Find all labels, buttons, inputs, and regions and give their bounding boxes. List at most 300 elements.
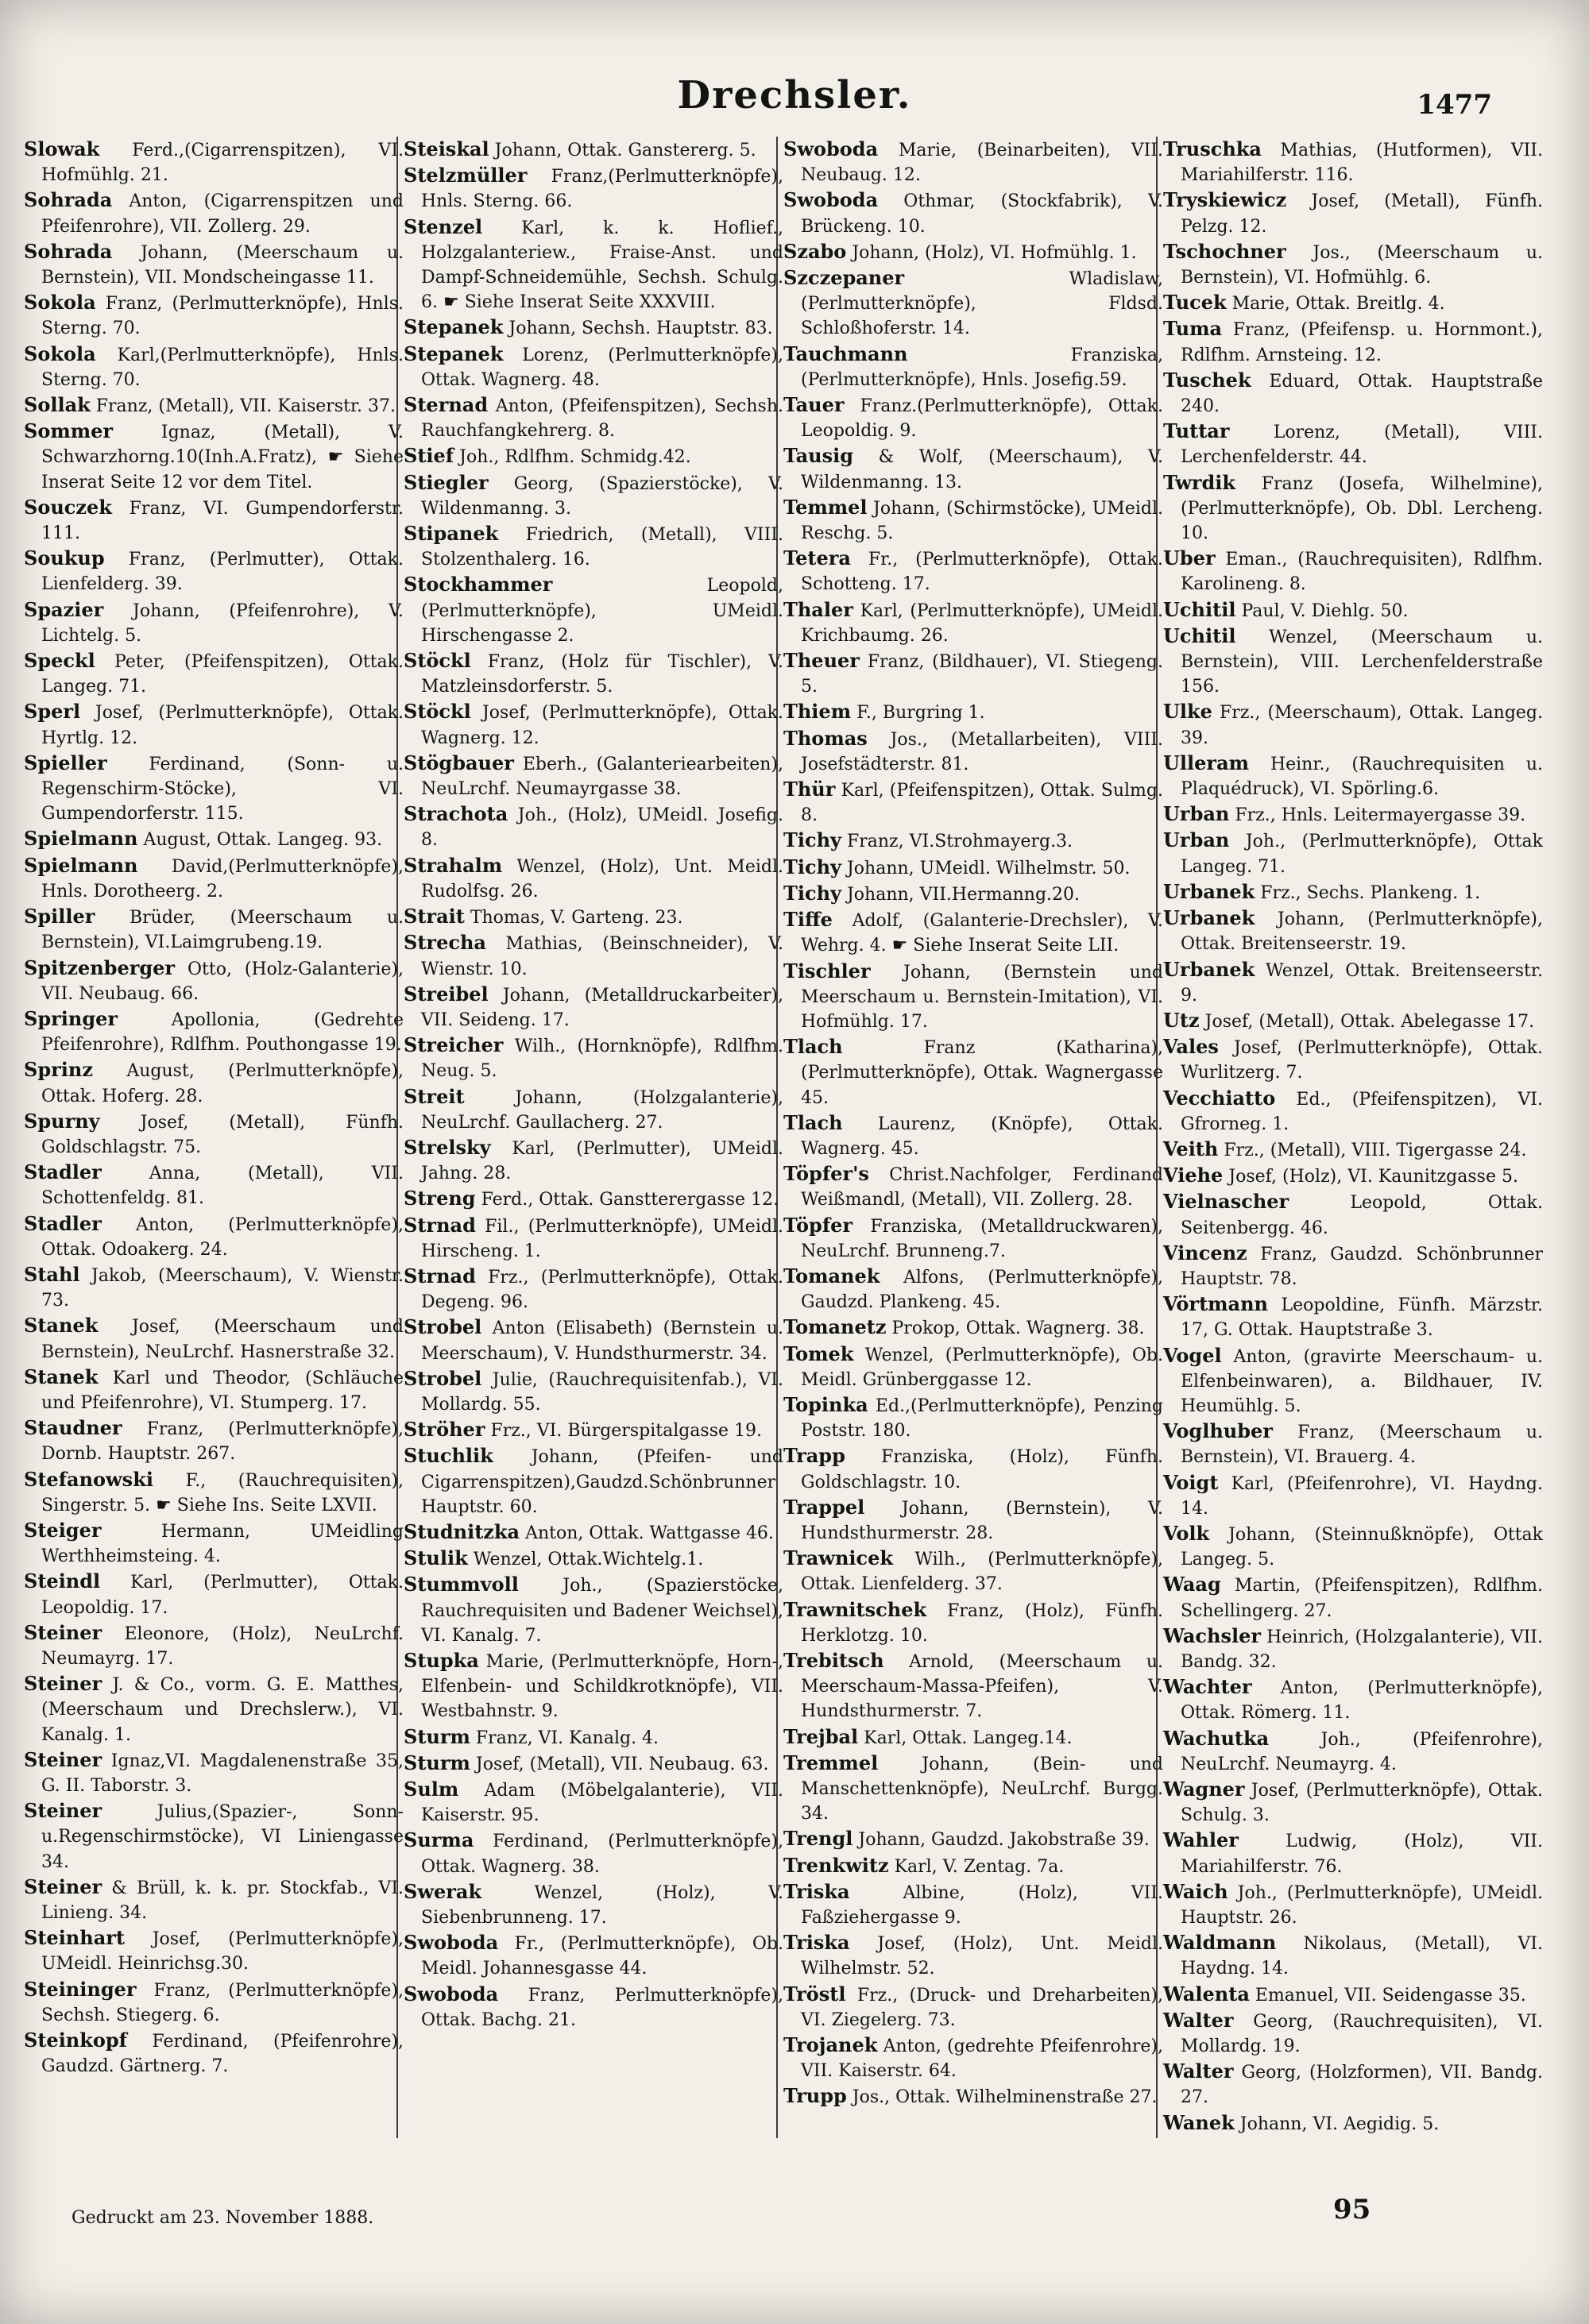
entry-name: Wagner: [1163, 1778, 1245, 1801]
directory-column-1: [24, 137, 404, 2079]
directory-entry: [404, 1519, 783, 1546]
print-date-note: Gedruckt am 23. November 1888.: [72, 2208, 374, 2228]
entry-name: Stepanek: [404, 342, 504, 365]
entry-details: Karl, V. Zentag. 7a.: [894, 1856, 1065, 1877]
entry-details: Franz, (Pfeifensp. u. Hornmont.), Rdlfhm. Arnsteing. 12.: [1181, 320, 1543, 365]
entry-name: Trawnitschek: [783, 1597, 927, 1621]
entry-name: Vales: [1163, 1035, 1219, 1059]
entry-name: Tuma: [1163, 317, 1223, 341]
entry-details: Laurenz, (Knöpfe), Ottak. Wagnerg. 45.: [801, 1114, 1163, 1159]
directory-entry: [404, 1572, 783, 1648]
entry-name: Ulleram: [1163, 751, 1250, 774]
entry-details: F., Burgring 1.: [856, 703, 985, 724]
entry-details: Johann, (Steinnußknöpfe), Ottak Langeg. 5.: [1181, 1524, 1543, 1570]
entry-details: Leopold, (Perlmutterknöpfe), UMeidl. Hirschengasse 2.: [421, 576, 783, 646]
directory-entry: [1163, 1034, 1543, 1085]
entry-details: Ferd.,(Cigarrenspitzen), VI. Hofmühlg. 21.: [41, 141, 404, 186]
directory-entry: [1163, 2008, 1543, 2059]
entry-name: Steinkopf: [24, 2029, 127, 2052]
entry-details: Ed.,(Perlmutterknöpfe), Penzing Poststr. 180.: [801, 1396, 1163, 1442]
entry-details: Ferdinand, (Pfeifenrohre), Gaudzd. Gärtnerg. 7.: [41, 2032, 404, 2077]
entry-details: Johann, (Holzgalanterie), NeuLrchf. Gaullacherg. 27.: [421, 1087, 784, 1133]
entry-name: Trapp: [783, 1444, 845, 1468]
directory-entry: [1163, 1879, 1543, 1930]
entry-name: Walenta: [1163, 1982, 1250, 2006]
entry-name: Uchitil: [1163, 597, 1236, 621]
directory-entry: [24, 1747, 404, 1798]
entry-details: Ferd., Ottak. Ganstterergasse 12.: [481, 1190, 779, 1210]
entry-details: Fr., (Perlmutterknöpfe), Ottak. Schotteng. 17.: [801, 550, 1163, 595]
directory-entry: [1163, 546, 1543, 596]
directory-entry: [24, 853, 404, 904]
entry-name: Stögbauer: [404, 751, 514, 774]
entry-name: Triska: [783, 1931, 850, 1955]
entry-details: Brüder, (Meerschaum u. Bernstein), VI.Laimgrubeng.19.: [41, 908, 404, 953]
entry-details: Joh., Rdlfhm. Schmidg.42.: [459, 447, 691, 468]
entry-details: Franz, (Bildhauer), VI. Stiegeng. 5.: [801, 652, 1163, 697]
directory-entry: [783, 777, 1163, 828]
entry-details: Wenzel, (Meerschaum u. Bernstein), VIII. Lerchenfelderstraße 156.: [1181, 627, 1543, 697]
entry-details: Prokop, Ottak. Wagnerg. 38.: [891, 1318, 1145, 1339]
entry-details: Georg, (Rauchrequisiten), VI. Mollardg. 19.: [1181, 2011, 1543, 2057]
entry-details: Leopold, Ottak. Seitenbergg. 46.: [1181, 1193, 1544, 1238]
directory-entry: [404, 392, 783, 443]
entry-name: Truschka: [1163, 137, 1262, 160]
directory-entry: [24, 342, 404, 392]
directory-entry: [24, 1211, 404, 1262]
directory-entry: [404, 853, 783, 904]
directory-entry: [783, 2083, 1163, 2110]
entry-details: F., (Rauchrequisiten), Singerstr. 5. ☛ Siehe Ins. Seite LXVII.: [41, 1470, 404, 1515]
entry-name: Sprinz: [24, 1058, 93, 1082]
directory-entry: [24, 2028, 404, 2079]
entry-name: Springer: [24, 1006, 118, 1030]
entry-name: Stöckl: [404, 649, 471, 673]
entry-name: Trawnicek: [783, 1546, 894, 1570]
directory-entry: [783, 699, 1163, 725]
entry-name: Sternad: [404, 393, 489, 417]
entry-details: Marie, (Perlmutterknöpfe, Horn-, Elfenbein- und Schildkrotknöpfe), VII. Westbahnstr. 9.: [421, 1651, 783, 1722]
entry-details: Franz (Josefa, Wilhelmine), (Perlmutterknöpfe), Ob. Dbl. Lercheng. 10.: [1181, 473, 1543, 544]
directory-entry: [1163, 1828, 1543, 1878]
directory-entry: [24, 1262, 404, 1313]
directory-entry: [404, 443, 783, 469]
directory-entry: [783, 1110, 1163, 1161]
directory-entry: [404, 982, 783, 1033]
page-number: 1477: [1417, 89, 1492, 121]
directory-entry: [783, 1314, 1163, 1341]
directory-entry: [24, 1160, 404, 1210]
entry-name: Topinka: [783, 1392, 868, 1416]
entry-name: Stepanek: [404, 315, 504, 339]
directory-entry: [1163, 1008, 1543, 1034]
entry-name: Szczepaner: [783, 266, 905, 290]
directory-entry: [24, 1874, 404, 1925]
entry-details: Franz, Perlmutterknöpfe), Ottak. Bachg. 21.: [421, 1985, 783, 2030]
directory-entry: [24, 1518, 404, 1569]
page-title: Drechsler.: [677, 73, 912, 118]
directory-entry: [24, 1798, 404, 1874]
entry-details: Johann, (Schirmstöcke), UMeidl. Reschg. 5.: [801, 498, 1163, 544]
entry-details: Frz., (Metall), VIII. Tigergasse 24.: [1224, 1140, 1527, 1160]
entry-name: Tschochner: [1163, 239, 1286, 263]
entry-details: Peter, (Pfeifenspitzen), Ottak. Langeg. 71.: [41, 652, 404, 697]
entry-name: Sokola: [24, 291, 96, 315]
entry-name: Stuchlik: [404, 1444, 493, 1468]
entry-details: Fil., (Perlmutterknöpfe), UMeidl. Hirscheng. 1.: [421, 1216, 783, 1261]
entry-name: Tomanek: [783, 1264, 880, 1287]
directory-entry: [783, 1161, 1163, 1212]
directory-entry: [24, 1671, 404, 1747]
directory-entry: [1163, 828, 1543, 878]
entry-name: Tichy: [783, 881, 841, 905]
entry-name: Sturm: [404, 1751, 470, 1774]
entry-details: Franziska, (Perlmutterknöpfe), Hnls. Josefig.59.: [801, 345, 1163, 390]
directory-entry: [783, 828, 1163, 854]
entry-name: Stipanek: [404, 522, 499, 546]
entry-details: Franz,(Perlmutterknöpfe), Hnls. Sterng. 66.: [421, 167, 783, 212]
entry-name: Ströher: [404, 1418, 485, 1442]
entry-details: J. & Co., vorm. G. E. Matthes, (Meerschaum und Drechslerw.), VI. Kanalg. 1.: [41, 1675, 404, 1745]
entry-name: Sulm: [404, 1778, 459, 1801]
entry-details: Mathias, (Hutformen), VII. Mariahilferstr. 116.: [1181, 141, 1543, 186]
directory-entry: [24, 699, 404, 750]
directory-column-3: [783, 137, 1163, 2110]
directory-entry: [1163, 801, 1543, 828]
entry-name: Urban: [1163, 802, 1230, 826]
entry-details: Heinrich, (Holzgalanterie), VII. Bandg. 32.: [1181, 1627, 1543, 1672]
entry-name: Stenzel: [404, 214, 483, 238]
entry-details: Lorenz, (Metall), VIII. Lerchenfelderstr. 44.: [1181, 423, 1543, 468]
directory-entry: [404, 1264, 783, 1314]
directory-entry: [404, 1314, 783, 1365]
entry-details: Josef, (Metall), Fünfh. Pelzg. 12.: [1181, 191, 1543, 237]
directory-entry: [24, 1006, 404, 1057]
entry-name: Theuer: [783, 649, 860, 673]
entry-details: Heinr., (Rauchrequisiten u. Plaquédruck), VI. Spörling.6.: [1181, 754, 1543, 800]
directory-entry: [783, 1982, 1163, 2033]
entry-details: Joh., (Holz), UMeidl. Josefig. 8.: [421, 805, 783, 851]
directory-entry: [1163, 751, 1543, 801]
entry-details: Joh., (Perlmutterknöpfe), UMeidl. Hauptstr. 26.: [1181, 1882, 1543, 1928]
entry-details: Frz., Sechs. Plankeng. 1.: [1260, 882, 1481, 903]
directory-entry: [24, 1313, 404, 1364]
entry-name: Trupp: [783, 2084, 847, 2108]
entry-details: David,(Perlmutterknöpfe), Hnls. Dorotheerg. 2.: [41, 856, 404, 901]
entry-name: Töpfer's: [783, 1162, 869, 1186]
entry-details: Josef, (Holz), Unt. Meidl. Wilhelmstr. 52.: [801, 1934, 1163, 1979]
entry-details: Anton, (Perlmutterknöpfe), Ottak. Römerg. 11.: [1181, 1678, 1543, 1724]
entry-details: Johann, (Pfeifenrohre), V. Lichtelg. 5.: [41, 600, 404, 646]
directory-entry: [24, 751, 404, 827]
directory-entry: [404, 1546, 783, 1572]
entry-details: Othmar, (Stockfabrik), V. Brückeng. 10.: [801, 191, 1163, 237]
directory-entry: [1163, 597, 1543, 623]
entry-details: Leopoldine, Fünfh. Märzstr. 17, G. Ottak. Hauptstraße 3.: [1181, 1295, 1543, 1341]
entry-details: Mathias, (Beinschneider), V. Wienstr. 10.: [421, 934, 783, 979]
directory-entry: [1163, 623, 1543, 700]
entry-details: Albine, (Holz), VII. Faßziehergasse 9.: [801, 1882, 1163, 1928]
entry-name: Strachota: [404, 802, 508, 826]
directory-entry: [783, 342, 1163, 392]
directory-entry: [404, 521, 783, 572]
directory-entry: [783, 1213, 1163, 1264]
entry-name: Wachter: [1163, 1675, 1252, 1699]
entry-details: Karl, k. k. Hoflief., Holzgalanteriew., Fraise-Anst. und Dampf-Schneidemühle, Sechsh. Schulg. 6. ☛ Siehe Inserat Seite XXXVIII.: [421, 218, 783, 313]
directory-entry: [404, 342, 783, 392]
entry-name: Trejbal: [783, 1724, 859, 1748]
directory-entry: [404, 572, 783, 648]
directory-entry: [1163, 1623, 1543, 1674]
entry-details: Ignaz, (Metall), V. Schwarzhorng.10(Inh.A.Fratz), ☛ Siehe Inserat Seite 12 vor dem Titel.: [41, 423, 404, 492]
entry-details: Franz, (Holz), Fünfh. Herklotzg. 10.: [801, 1600, 1163, 1646]
directory-entry: [783, 265, 1163, 342]
entry-name: Strobel: [404, 1315, 482, 1339]
entry-name: Stahl: [24, 1262, 80, 1286]
entry-name: Steiner: [24, 1799, 102, 1823]
entry-name: Trebitsch: [783, 1648, 884, 1672]
entry-name: Wanek: [1163, 2110, 1235, 2134]
directory-entry: [783, 1879, 1163, 1930]
entry-name: Steiger: [24, 1518, 102, 1542]
directory-entry: [24, 1109, 404, 1160]
entry-details: Franz, Gaudzd. Schönbrunner Hauptstr. 78.: [1181, 1244, 1543, 1289]
entry-name: Staudner: [24, 1416, 122, 1440]
entry-name: Spielmann: [24, 827, 138, 851]
entry-name: Streicher: [404, 1033, 504, 1057]
entry-details: Josef, (Metall), VII. Neubaug. 63.: [475, 1754, 769, 1774]
directory-entry: [24, 597, 404, 648]
entry-name: Triska: [783, 1879, 850, 1903]
entry-name: Steiner: [24, 1747, 102, 1771]
directory-entry: [404, 1084, 783, 1135]
directory-entry: [404, 1724, 783, 1751]
entry-name: Sperl: [24, 700, 81, 724]
entry-name: Swoboda: [404, 1982, 499, 2006]
entry-details: Josef, (Perlmutterknöpfe), Ottak. Wagnerg. 12.: [421, 703, 784, 748]
entry-details: Franz, (Metall), VII. Kaiserstr. 37.: [95, 396, 396, 417]
entry-name: Thür: [783, 778, 836, 801]
directory-entry: [24, 955, 404, 1006]
entry-name: Stiegler: [404, 470, 489, 494]
entry-name: Voglhuber: [1163, 1419, 1273, 1443]
entry-name: Strobel: [404, 1366, 482, 1390]
entry-details: Fr., (Perlmutterknöpfe), Ob. Meidl. Johannesgasse 44.: [421, 1934, 783, 1979]
directory-entry: [783, 907, 1163, 958]
directory-entry: [404, 470, 783, 521]
entry-details: Franziska, (Metalldruckwaren), NeuLrchf. Brunneng.7.: [801, 1216, 1163, 1261]
entry-name: Urbanek: [1163, 879, 1255, 903]
entry-details: Frz., (Druck- und Dreharbeiten), VI. Ziegelerg. 73.: [801, 1985, 1163, 2030]
directory-entry: [1163, 905, 1543, 956]
entry-details: Christ.Nachfolger, Ferdinand Weißmandl, (Metall), VII. Zollerg. 28.: [801, 1165, 1163, 1210]
entry-details: Ludwig, (Holz), VII. Mariahilferstr. 76.: [1181, 1832, 1543, 1877]
directory-entry: [1163, 1241, 1543, 1291]
entry-name: Steindl: [24, 1569, 101, 1593]
entry-name: Steiner: [24, 1874, 102, 1898]
directory-entry: [783, 239, 1163, 265]
entry-details: Frz., Hnls. Leitermayergasse 39.: [1235, 805, 1526, 826]
entry-details: Arnold, (Meerschaum u. Meerschaum-Massa-Pfeifen), V. Hundsthurmerstr. 7.: [801, 1651, 1163, 1722]
entry-details: Johann, (Bernstein und Meerschaum u. Bernstein-Imitation), VI. Hofmühlg. 17.: [801, 962, 1163, 1032]
directory-entry: [1163, 1419, 1543, 1469]
directory-entry: [1163, 137, 1543, 187]
entry-details: Franz (Katharina), (Perlmutterknöpfe), Ottak. Wagnergasse 45.: [801, 1038, 1164, 1108]
entry-details: Wenzel, (Holz), Unt. Meidl. Rudolfsg. 26.: [421, 856, 783, 901]
entry-details: Wilh., (Perlmutterknöpfe), Ottak. Lienfelderg. 37.: [801, 1550, 1163, 1595]
entry-details: Johann, (Holz), VI. Hofmühlg. 1.: [852, 242, 1137, 263]
entry-name: Vielnascher: [1163, 1190, 1289, 1214]
directory-entry: [24, 904, 404, 955]
entry-name: Tauchmann: [783, 342, 908, 365]
entry-details: Johann, (Pfeifen- und Cigarrenspitzen),Gaudzd.Schönbrunner Hauptstr. 60.: [421, 1447, 783, 1517]
directory-entry: [1163, 1470, 1543, 1521]
entry-details: Anton (Elisabeth) (Bernstein u. Meerschaum), V. Hundsthurmerstr. 34.: [421, 1318, 783, 1364]
directory-entry: [24, 1569, 404, 1619]
directory-entry: [783, 855, 1163, 881]
directory-entry: [783, 1034, 1163, 1110]
entry-name: Streng: [404, 1187, 476, 1210]
directory-entry: [783, 1930, 1163, 1981]
directory-entry: [783, 443, 1163, 494]
directory-entry: [1163, 1982, 1543, 2008]
entry-details: Ferdinand, (Sonn- u. Regenschirm-Stöcke), VI. Gumpendorferstr. 115.: [41, 754, 404, 824]
entry-details: Karl, Ottak. Langeg.14.: [864, 1728, 1073, 1748]
entry-details: Wilh., (Hornknöpfe), Rdlfhm. Neug. 5.: [421, 1037, 783, 1082]
directory-entry: [783, 1546, 1163, 1596]
entry-name: Volk: [1163, 1521, 1210, 1545]
entry-name: Tomanetz: [783, 1315, 887, 1339]
entry-name: Stadler: [24, 1160, 102, 1184]
entry-details: Emanuel, VII. Seidengasse 35.: [1255, 1985, 1526, 2006]
entry-name: Stulik: [404, 1546, 468, 1570]
entry-details: Johann, (Metalldruckarbeiter), VII. Seideng. 17.: [421, 985, 784, 1030]
entry-details: Alfons, (Perlmutterknöpfe), Gaudzd. Plankeng. 45.: [801, 1267, 1164, 1313]
signature-mark: 95: [1333, 2194, 1371, 2226]
entry-name: Slowak: [24, 137, 100, 160]
entry-name: Vecchiatto: [1163, 1086, 1276, 1110]
entry-name: Trenkwitz: [783, 1853, 889, 1877]
entry-name: Strnad: [404, 1264, 476, 1287]
entry-details: Apollonia, (Gedrehte Pfeifenrohre), Rdlfhm. Pouthongasse 19.: [41, 1010, 404, 1056]
entry-details: Eman., (Rauchrequisiten), Rdlfhm. Karolineng. 8.: [1181, 550, 1543, 595]
directory-entry: [783, 1826, 1163, 1852]
directory-entry: [24, 495, 404, 546]
directory-entry: [24, 239, 404, 290]
entry-name: Stöckl: [404, 700, 471, 724]
directory-entry: [404, 137, 783, 163]
directory-entry: [404, 214, 783, 315]
directory-entry: [783, 597, 1163, 648]
entry-details: Joh., (Perlmutterknöpfe), Ottak Langeg. 71.: [1181, 832, 1544, 877]
directory-entry: [24, 1057, 404, 1108]
directory-entry: [1163, 1777, 1543, 1828]
entry-details: Marie, (Beinarbeiten), VII. Neubaug. 12.: [801, 141, 1163, 186]
directory-entry: [404, 751, 783, 801]
directory-entry: [1163, 187, 1543, 238]
directory-entry: [404, 1417, 783, 1443]
entry-details: Karl, (Perlmutter), Ottak. Leopoldig. 17.: [41, 1573, 404, 1618]
entry-name: Vörtmann: [1163, 1292, 1268, 1316]
entry-details: Anton, (gedrehte Pfeifenrohre), VII. Kaiserstr. 64.: [801, 2036, 1164, 2082]
entry-name: Swerak: [404, 1879, 482, 1903]
entry-name: Utz: [1163, 1008, 1200, 1032]
entry-name: Stummvoll: [404, 1573, 519, 1596]
entry-details: Jos., Ottak. Wilhelminenstraße 27.: [852, 2087, 1158, 2108]
entry-name: Tiffe: [783, 908, 833, 932]
directory-entry: [24, 546, 404, 596]
entry-details: Lorenz, (Perlmutterknöpfe), Ottak. Wagnerg. 48.: [421, 345, 784, 390]
directory-entry: [404, 904, 783, 930]
entry-details: Karl, (Perlmutter), UMeidl. Jahng. 28.: [421, 1138, 783, 1184]
directory-entry: [783, 392, 1163, 443]
entry-details: Adolf, (Galanterie-Drechsler), V. Wehrg. 4. ☛ Siehe Inserat Seite LII.: [801, 911, 1163, 956]
entry-details: Franz, (Perlmutter), Ottak. Lienfelderg. 39.: [41, 550, 404, 595]
entry-name: Tremmel: [783, 1751, 879, 1774]
entry-name: Wahler: [1163, 1828, 1239, 1852]
entry-details: Otto, (Holz-Galanterie), VII. Neubaug. 66.: [41, 959, 404, 1004]
entry-details: Friedrich, (Metall), VIII. Stolzenthalerg. 16.: [421, 525, 783, 570]
directory-entry: [1163, 1521, 1543, 1572]
entry-name: Uber: [1163, 546, 1216, 570]
directory-entry: [1163, 239, 1543, 290]
entry-details: Franz.(Perlmutterknöpfe), Ottak. Leopoldig. 9.: [801, 396, 1163, 442]
entry-name: Uchitil: [1163, 623, 1236, 647]
directory-entry: [1163, 699, 1543, 750]
directory-entry: [404, 1828, 783, 1878]
entry-name: Sollak: [24, 393, 91, 417]
entry-name: Tryskiewicz: [1163, 188, 1287, 212]
entry-details: Josef, (Meerschaum und Bernstein), NeuLrchf. Hasnerstraße 32.: [41, 1317, 404, 1362]
entry-details: Josef, (Perlmutterknöpfe), Ottak. Schulg. 3.: [1181, 1781, 1544, 1826]
entry-details: Josef, (Metall), Fünfh. Goldschlagstr. 75.: [41, 1112, 404, 1157]
entry-name: Voigt: [1163, 1470, 1219, 1494]
entry-details: Wenzel, Ottak. Breitenseerstr. 9.: [1181, 960, 1543, 1006]
entry-name: Steininger: [24, 1977, 137, 2001]
entry-name: Trappel: [783, 1495, 865, 1519]
directory-entry: [24, 1467, 404, 1518]
directory-entry: [1163, 316, 1543, 367]
directory-entry: [783, 1495, 1163, 1546]
directory-entry: [404, 699, 783, 750]
entry-details: Johann, (Bernstein), V. Hundsthurmerstr. 28.: [801, 1498, 1163, 1543]
entry-name: Tomek: [783, 1342, 854, 1365]
directory-entry: [783, 2033, 1163, 2083]
entry-name: Tuschek: [1163, 368, 1251, 392]
directory-entry: [404, 1751, 783, 1777]
entry-name: Stadler: [24, 1211, 102, 1235]
entry-name: Tucek: [1163, 291, 1227, 315]
entry-name: Tausig: [783, 444, 853, 468]
entry-details: Wenzel, (Holz), V. Siebenbrunneng. 17.: [421, 1882, 783, 1928]
entry-name: Stelzmüller: [404, 164, 528, 187]
directory-entry: [1163, 1674, 1543, 1725]
entry-name: Urban: [1163, 828, 1230, 852]
entry-details: Anna, (Metall), VII. Schottenfeldg. 81.: [41, 1164, 404, 1209]
entry-name: Stanek: [24, 1365, 99, 1388]
entry-details: Franz, (Meerschaum u. Bernstein), VI. Brauerg. 4.: [1181, 1423, 1544, 1468]
entry-name: Streit: [404, 1084, 465, 1108]
entry-details: Eduard, Ottak. Hauptstraße 240.: [1181, 371, 1543, 417]
entry-details: Joh., (Pfeifenrohre), NeuLrchf. Neumayrg. 4.: [1181, 1729, 1543, 1774]
entry-details: Thomas, V. Garteng. 23.: [470, 908, 683, 928]
entry-name: Sohrada: [24, 188, 113, 212]
directory-entry: [404, 163, 783, 214]
entry-name: Ulke: [1163, 700, 1212, 724]
entry-name: Tlach: [783, 1035, 843, 1059]
entry-name: Spurny: [24, 1109, 100, 1133]
entry-details: Nikolaus, (Metall), VI. Haydng. 14.: [1181, 1934, 1543, 1979]
